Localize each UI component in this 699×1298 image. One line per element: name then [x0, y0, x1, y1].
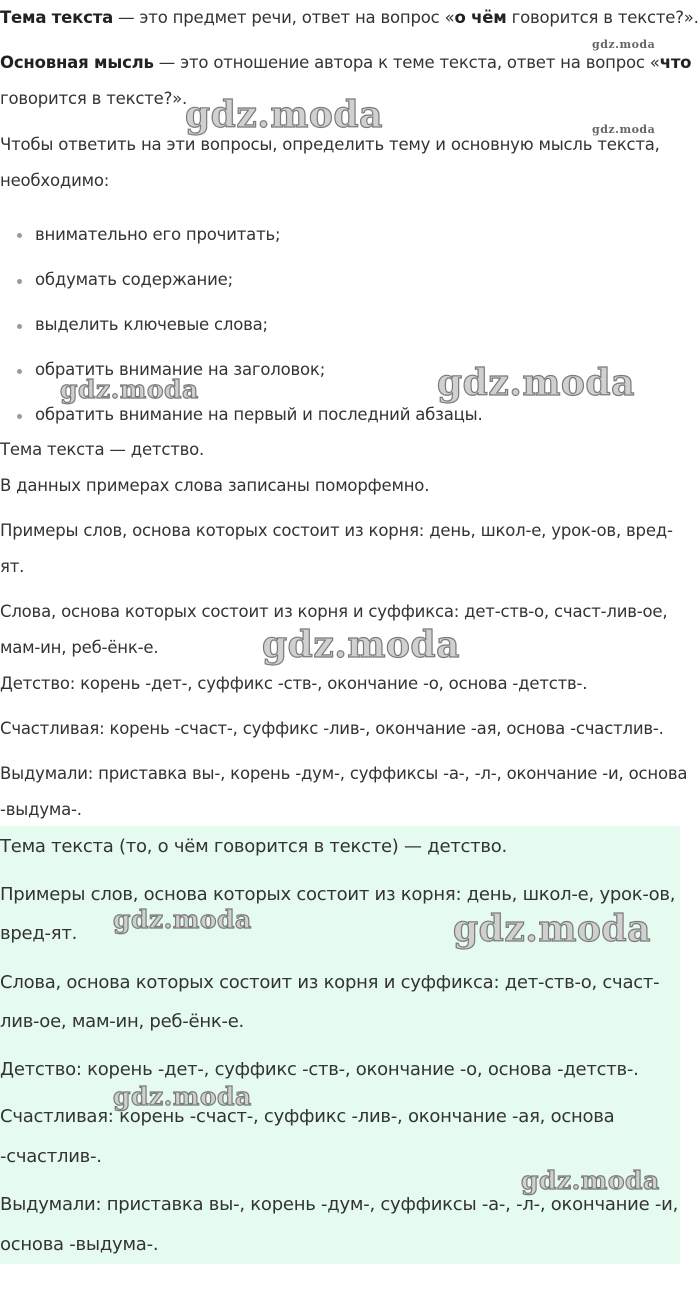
watermark-logo: gdz.moda	[521, 1166, 660, 1195]
answer-theme: Тема текста (то, о чём говорится в тексте) — детство.	[0, 836, 507, 857]
suffix-examples-cont: мам-ин, реб-ёнк-е.	[0, 638, 159, 657]
bullet-dot	[17, 369, 22, 374]
answer-schastlivaya: Счастливая: корень -счаст-, суффикс -лив-, окончание -ая, основа	[0, 1106, 615, 1127]
answer-detstvo: Детство: корень -дет-, суффикс -ств-, окончание -о, основа -детств-.	[0, 1059, 639, 1080]
question-what-about: о чём	[454, 8, 507, 27]
bullet-dot	[17, 324, 22, 329]
list-item: обратить внимание на первый и последний абзацы.	[35, 405, 483, 424]
list-item: обдумать содержание;	[35, 270, 233, 289]
definition-theme-end: говорится в тексте?».	[506, 8, 699, 27]
watermark-logo: gdz.moda	[185, 94, 383, 136]
watermark-logo: gdz.moda	[453, 908, 651, 950]
list-item: выделить ключевые слова;	[35, 315, 268, 334]
answer-suffix: Слова, основа которых состоит из корня и суффикса: дет-ств-о, счаст-	[0, 972, 660, 993]
instructions-line: Чтобы ответить на эти вопросы, определить тему и основную мысль текста,	[0, 135, 660, 154]
definition-main-idea-cont: говорится в тексте?».	[0, 89, 188, 108]
answer-schastlivaya-cont: -счастлив-.	[0, 1146, 102, 1167]
parse-detstvo: Детство: корень -дет-, суффикс -ств-, окончание -о, основа -детств-.	[0, 674, 588, 693]
bullet-dot	[17, 414, 22, 419]
watermark-logo: gdz.moda	[592, 38, 656, 51]
watermark-logo: gdz.moda	[113, 905, 252, 934]
definition-main-idea-text: — это отношение автора к теме текста, ответ на вопрос «	[153, 53, 660, 72]
definition-main-idea	[0, 45, 691, 81]
term-theme: Тема текста	[0, 8, 114, 27]
definition-theme	[0, 0, 699, 36]
roots-examples: Примеры слов, основа которых состоит из корня: день, школ-е, урок-ов, вред-	[0, 521, 673, 540]
parse-vydumali: Выдумали: приставка вы-, корень -дум-, суффиксы -а-, -л-, окончание -и, основа	[0, 764, 688, 783]
list-item: внимательно его прочитать;	[35, 225, 281, 244]
answer-vydumali: Выдумали: приставка вы-, корень -дум-, суффиксы -а-, -л-, окончание -и,	[0, 1194, 679, 1215]
parse-schastlivaya: Счастливая: корень -счаст-, суффикс -лив-, окончание -ая, основа -счастлив-.	[0, 719, 664, 738]
question-what: что	[659, 53, 692, 72]
answer-suffix-cont: лив-ое, мам-ин, реб-ёнк-е.	[0, 1011, 245, 1032]
answer-roots: Примеры слов, основа которых состоит из корня: день, школ-е, урок-ов,	[0, 884, 676, 905]
watermark-logo: gdz.moda	[437, 362, 635, 404]
morph-note: В данных примерах слова записаны поморфемно.	[0, 476, 430, 495]
watermark-logo: gdz.moda	[113, 1082, 252, 1111]
watermark-logo: gdz.moda	[592, 123, 656, 136]
suffix-examples: Слова, основа которых состоит из корня и суффикса: дет-ств-о, счаст-лив-ое,	[0, 602, 668, 621]
theme-statement: Тема текста — детство.	[0, 440, 205, 459]
parse-vydumali-cont: -выдума-.	[0, 800, 82, 819]
watermark-logo: gdz.moda	[60, 375, 199, 404]
answer-vydumali-cont: основа -выдума-.	[0, 1234, 159, 1255]
answer-roots-cont: вред-ят.	[0, 923, 78, 944]
list-item: обратить внимание на заголовок;	[35, 360, 326, 379]
instructions-line-cont: необходимо:	[0, 171, 110, 190]
bullet-dot	[17, 233, 22, 238]
watermark-logo: gdz.moda	[262, 624, 460, 666]
definition-theme-text: — это предмет речи, ответ на вопрос «	[113, 8, 455, 27]
roots-examples-cont: ят.	[0, 557, 25, 576]
term-main-idea: Основная мысль	[0, 53, 154, 72]
bullet-dot	[17, 279, 22, 284]
